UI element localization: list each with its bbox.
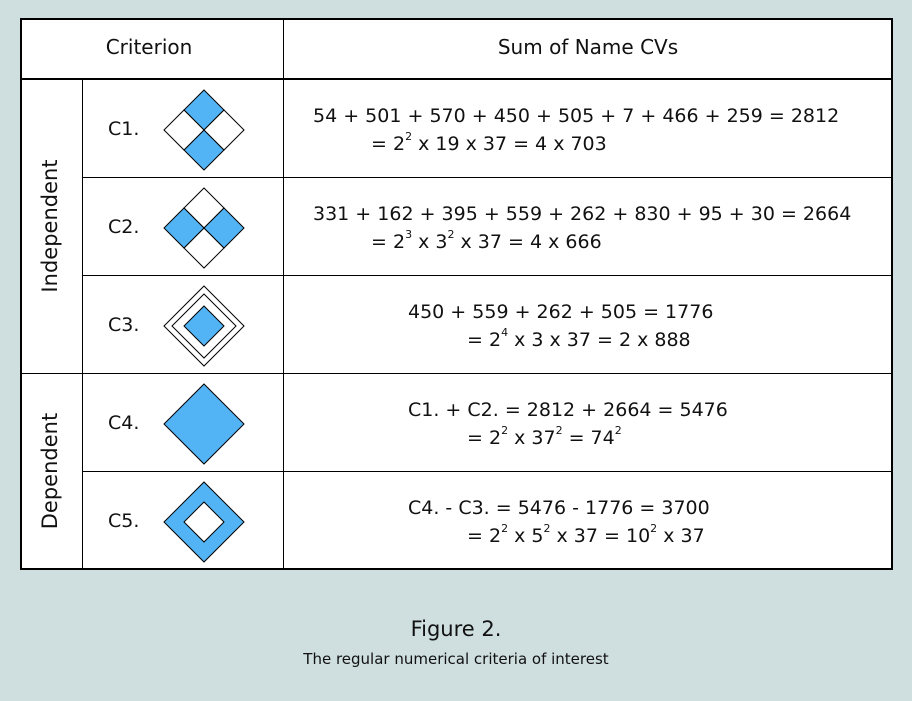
exponent: 2 — [501, 423, 509, 437]
equation-segment: x 37 — [508, 427, 556, 449]
diamond-quad-c2-icon — [162, 186, 246, 270]
equation-segment: = 2 — [371, 133, 406, 155]
equation-segment: = 2 — [371, 231, 406, 253]
exponent: 2 — [447, 227, 455, 241]
sum-line1-c4: C1. + C2. = 2812 + 2664 = 5476 — [408, 399, 728, 421]
figure-title: Figure 2. — [410, 617, 502, 641]
exponent: 2 — [405, 129, 413, 143]
equation-segment: x 3 x 37 = 2 x 888 — [508, 329, 691, 351]
equation-segment: x 5 — [508, 525, 544, 547]
diamond-inner-c3-icon — [162, 284, 246, 368]
exponent: 2 — [555, 423, 563, 437]
header-sum: Sum of Name CVs — [497, 35, 679, 59]
sum-line1-c2: 331 + 162 + 395 + 559 + 262 + 830 + 95 + 30 = 2664 — [313, 203, 852, 225]
sum-line2-c5 — [467, 522, 705, 550]
equation-segment: = 2 — [467, 329, 502, 351]
exponent: 3 — [405, 227, 413, 241]
sum-line1-c5: C4. - C3. = 5476 - 1776 = 3700 — [408, 497, 710, 519]
criteria-table — [20, 18, 893, 570]
exponent: 2 — [650, 521, 658, 535]
row-divider — [83, 177, 891, 178]
figure-subtitle: The regular numerical criteria of interest — [303, 650, 609, 668]
group-column-divider — [82, 79, 83, 568]
diamond-ring-c5-icon — [162, 480, 246, 564]
equation-segment: x 37 = 10 — [550, 525, 651, 547]
row-divider — [83, 275, 891, 276]
diamond-quad-c1-icon — [162, 88, 246, 172]
equation-segment: x 3 — [412, 231, 448, 253]
exponent: 4 — [501, 325, 509, 339]
row-label-c2: C2. — [108, 216, 140, 238]
exponent: 2 — [501, 521, 509, 535]
sum-line2-c1 — [371, 130, 607, 158]
equation-segment: = 2 — [467, 525, 502, 547]
group-divider — [22, 373, 891, 374]
exponent: 2 — [614, 423, 622, 437]
equation-segment: x 37 — [657, 525, 705, 547]
sum-line2-c2 — [371, 228, 602, 256]
sum-line2-c3 — [467, 326, 691, 354]
equation-segment: = 74 — [562, 427, 615, 449]
row-label-c5: C5. — [108, 510, 140, 532]
row-label-c4: C4. — [108, 412, 140, 434]
diamond-solid-c4-icon — [162, 382, 246, 466]
header-divider — [22, 78, 891, 80]
equation-segment: x 37 = 4 x 666 — [454, 231, 602, 253]
row-label-c1: C1. — [108, 118, 140, 140]
exponent: 2 — [543, 521, 551, 535]
sum-line1-c1: 54 + 501 + 570 + 450 + 505 + 7 + 466 + 259 = 2812 — [313, 105, 840, 127]
criterion-column-divider — [283, 20, 284, 568]
row-label-c3: C3. — [108, 314, 140, 336]
header-criterion: Criterion — [105, 35, 193, 59]
group-label-independent: Independent — [38, 159, 62, 293]
equation-segment: x 19 x 37 = 4 x 703 — [412, 133, 607, 155]
sum-line1-c3: 450 + 559 + 262 + 505 = 1776 — [408, 301, 714, 323]
row-divider — [83, 471, 891, 472]
group-label-dependent: Dependent — [38, 412, 62, 530]
equation-segment: = 2 — [467, 427, 502, 449]
sum-line2-c4 — [467, 424, 622, 452]
